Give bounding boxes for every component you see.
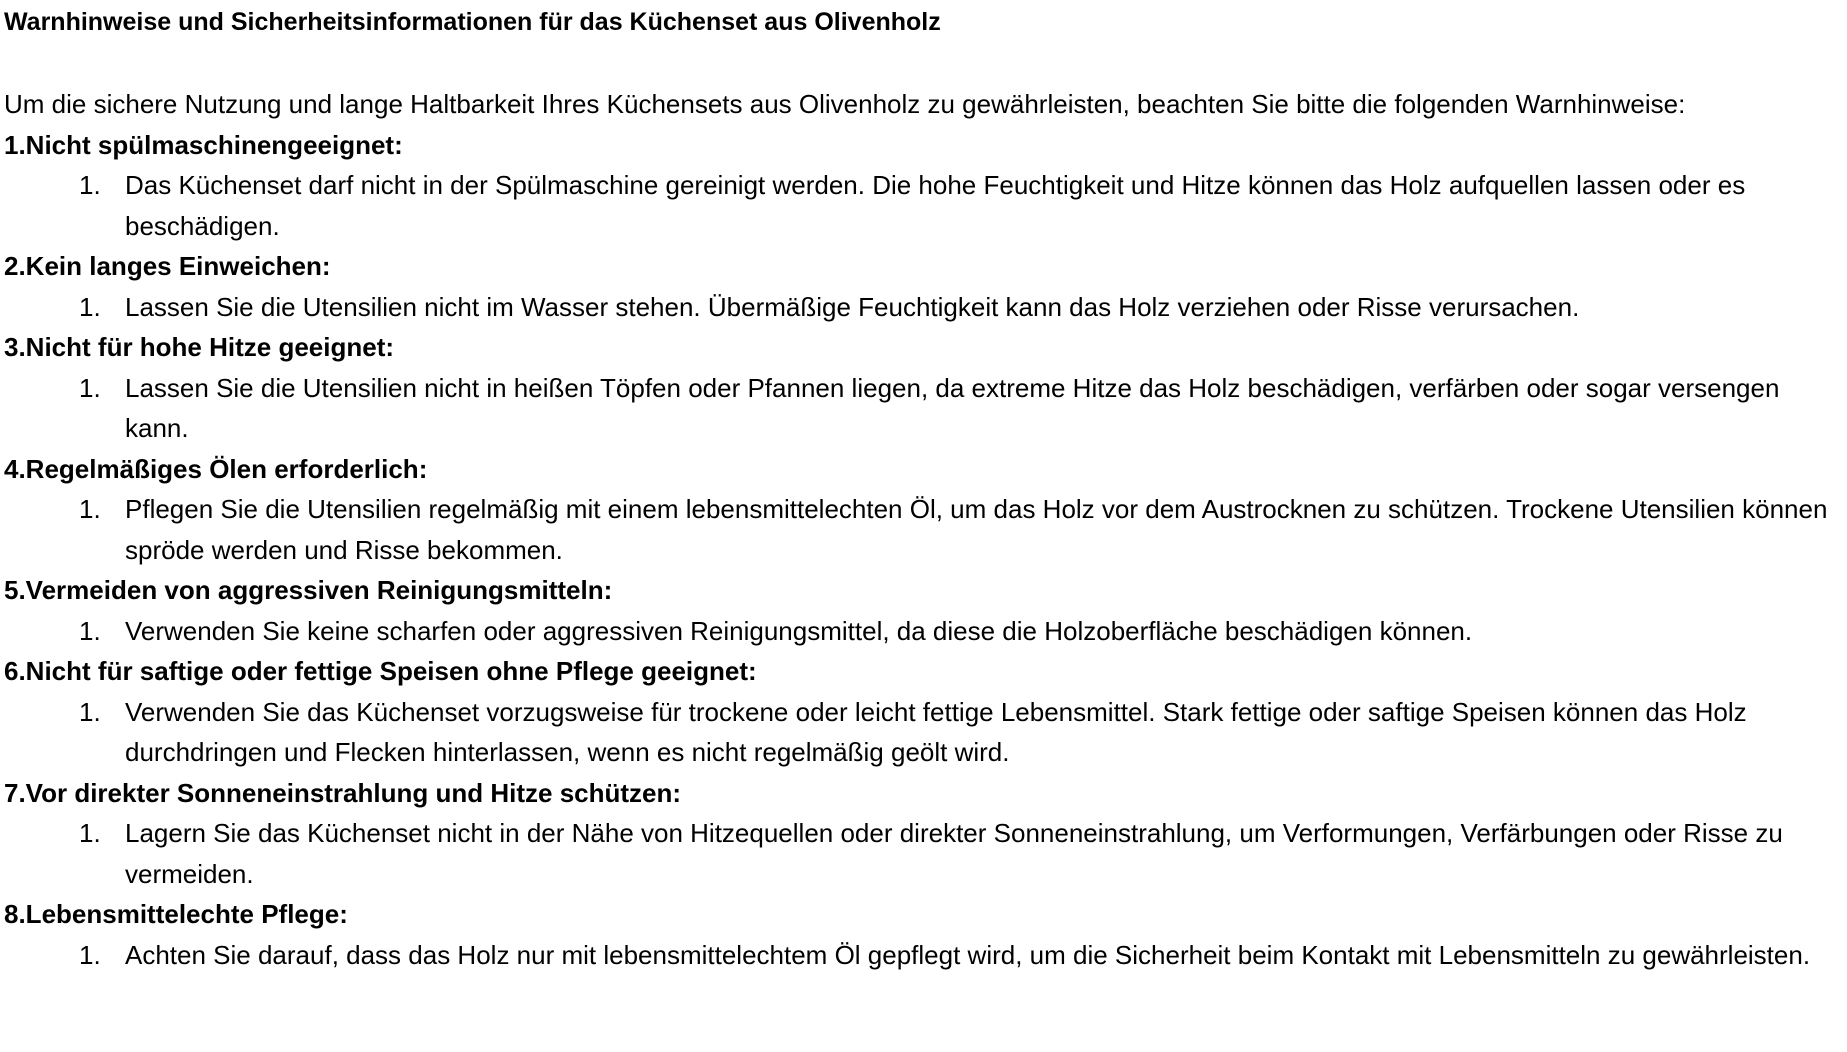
section-7 bbox=[4, 773, 1834, 895]
list-item-number: 1. bbox=[79, 696, 101, 727]
list-item-text: Verwenden Sie das Küchenset vorzugsweise für trockene oder leicht fettige Lebensmittel. Stark fettige oder saftige Speisen können das Holz durchdringen und Flecken hinterlassen, wenn es nicht regelmäßig geölt wird. bbox=[125, 696, 1747, 767]
list-item bbox=[4, 489, 1840, 570]
list-item bbox=[4, 813, 1840, 894]
list-item-text: Lagern Sie das Küchenset nicht in der Nähe von Hitzequellen oder direkter Sonneneinstrahlung, um Verformungen, Verfärbungen oder Risse zu vermeiden. bbox=[125, 818, 1783, 889]
list-item bbox=[4, 611, 1840, 652]
section-3 bbox=[4, 327, 1834, 449]
list-item-text: Das Küchenset darf nicht in der Spülmaschine gereinigt werden. Die hohe Feuchtigkeit und Hitze können das Holz aufquellen lassen oder es beschädigen. bbox=[125, 170, 1746, 241]
section-1 bbox=[4, 125, 1834, 247]
list-item-number: 1. bbox=[79, 939, 101, 970]
section-heading: 1.Nicht spülmaschinengeeignet: bbox=[4, 129, 403, 160]
list-item bbox=[4, 692, 1840, 773]
section-heading: 3.Nicht für hohe Hitze geeignet: bbox=[4, 332, 395, 362]
section-5 bbox=[4, 570, 1834, 651]
section-heading: 7.Vor direkter Sonneneinstrahlung und Hitze schützen: bbox=[4, 777, 682, 808]
section-4 bbox=[4, 449, 1834, 571]
list-item-number: 1. bbox=[79, 372, 101, 403]
list-item-number: 1. bbox=[79, 494, 101, 524]
list-item bbox=[4, 287, 1840, 328]
document-body bbox=[4, 4, 1834, 975]
section-heading: 6.Nicht für saftige oder fettige Speisen ohne Pflege geeignet: bbox=[4, 656, 757, 686]
intro-paragraph: Um die sichere Nutzung und lange Haltbarkeit Ihres Küchensets aus Olivenholz zu gewährleisten, beachten Sie bitte die folgenden Warnhinweise: bbox=[4, 89, 1686, 119]
list-item-text: Pflegen Sie die Utensilien regelmäßig mit einem lebensmittelechten Öl, um das Holz vor dem Austrocknen zu schützen. Trockene Utensilien können spröde werden und Risse bekommen. bbox=[125, 494, 1828, 565]
list-item bbox=[4, 165, 1840, 246]
list-item-text: Lassen Sie die Utensilien nicht in heißen Töpfen oder Pfannen liegen, da extreme Hitze das Holz beschädigen, verfärben oder sogar versengen kann. bbox=[125, 372, 1780, 443]
list-item-text: Achten Sie darauf, dass das Holz nur mit lebensmittelechtem Öl gepflegt wird, um die Sicherheit beim Kontakt mit Lebensmitteln zu gewährleisten. bbox=[125, 939, 1811, 970]
section-heading: 5.Vermeiden von aggressiven Reinigungsmitteln: bbox=[4, 575, 613, 605]
section-2 bbox=[4, 246, 1834, 327]
section-8 bbox=[4, 894, 1834, 975]
list-item bbox=[4, 935, 1840, 976]
section-heading: 2.Kein langes Einweichen: bbox=[4, 251, 331, 281]
section-heading: 4.Regelmäßiges Ölen erforderlich: bbox=[4, 453, 428, 484]
section-heading: 8.Lebensmittelechte Pflege: bbox=[4, 899, 348, 929]
list-item-number: 1. bbox=[79, 170, 101, 200]
document-title: Warnhinweise und Sicherheitsinformationen für das Küchenset aus Olivenholz bbox=[4, 8, 941, 36]
section-6 bbox=[4, 651, 1834, 773]
list-item-number: 1. bbox=[79, 615, 101, 646]
list-item bbox=[4, 368, 1840, 449]
list-item-text: Verwenden Sie keine scharfen oder aggressiven Reinigungsmittel, da diese die Holzoberfläche beschädigen können. bbox=[125, 615, 1473, 646]
list-item-number: 1. bbox=[79, 291, 101, 322]
list-item-text: Lassen Sie die Utensilien nicht im Wasser stehen. Übermäßige Feuchtigkeit kann das Holz verziehen oder Risse verursachen. bbox=[125, 291, 1580, 322]
list-item-number: 1. bbox=[79, 818, 101, 848]
blank-line bbox=[4, 40, 1834, 84]
